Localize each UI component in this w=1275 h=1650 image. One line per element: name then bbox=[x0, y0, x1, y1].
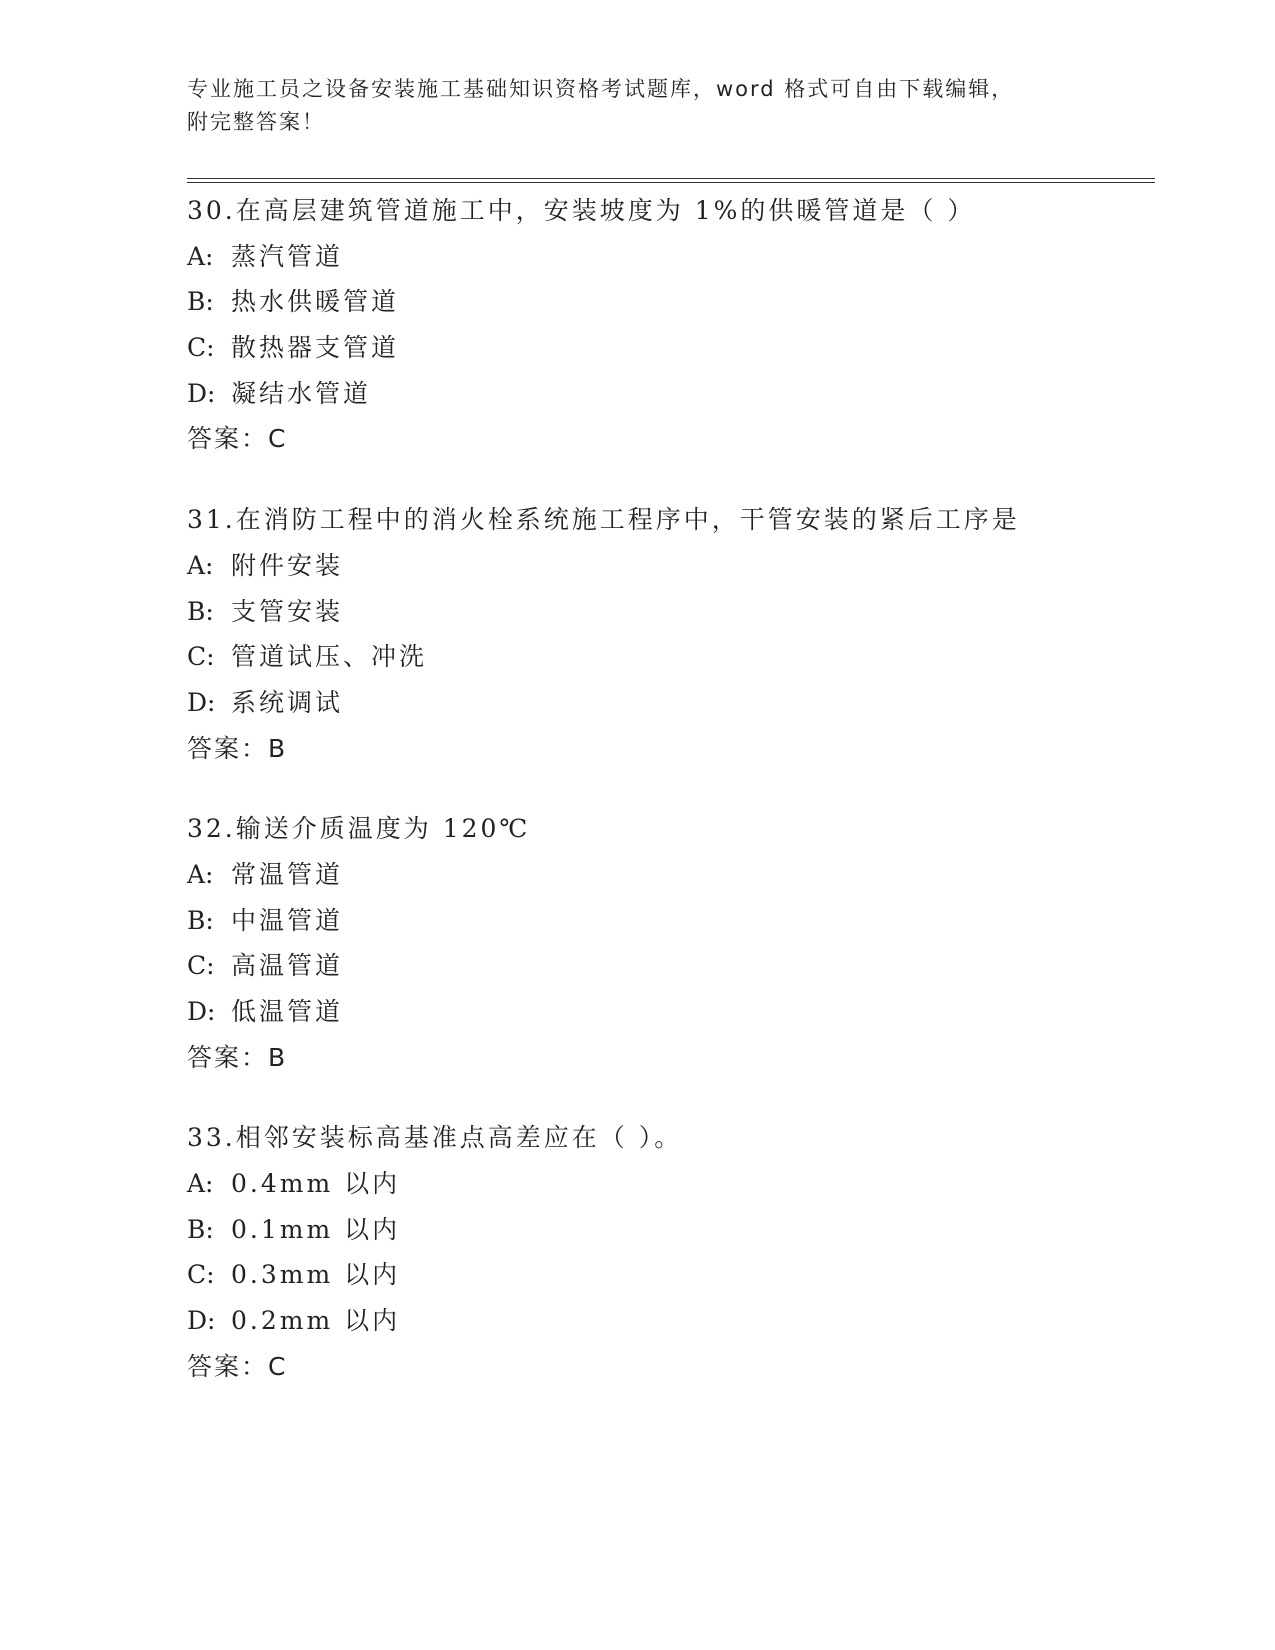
header-line-1: 专业施工员之设备安装施工基础知识资格考试题库，word 格式可自由下载编辑， bbox=[187, 77, 1015, 101]
answer-value: C bbox=[268, 1351, 288, 1381]
option-key: D: bbox=[187, 997, 216, 1026]
option-text: 0.1mm 以内 bbox=[231, 1214, 401, 1244]
question-stem: 33.相邻安装标高基准点高差应在（ ）。 bbox=[187, 1123, 683, 1153]
option-c bbox=[187, 634, 1155, 680]
option-text: 0.2mm 以内 bbox=[231, 1306, 401, 1336]
option-text: 低温管道 bbox=[231, 997, 344, 1026]
answer-line bbox=[187, 1035, 1155, 1081]
answer-line bbox=[187, 1344, 1155, 1390]
answer-label: 答案： bbox=[187, 733, 269, 763]
header-line-2: 附完整答案！ bbox=[187, 110, 325, 134]
header-divider-top bbox=[187, 178, 1155, 179]
answer-line bbox=[187, 726, 1155, 772]
answer-value: C bbox=[268, 424, 288, 454]
option-d bbox=[187, 1298, 1155, 1344]
answer-label: 答案： bbox=[187, 424, 269, 454]
question-stem: 32.输送介质温度为 120℃ bbox=[187, 814, 531, 844]
option-text: 高温管道 bbox=[231, 951, 344, 981]
answer-label: 答案： bbox=[187, 1351, 269, 1381]
option-d bbox=[187, 371, 1155, 417]
option-b bbox=[187, 898, 1155, 944]
option-text: 中温管道 bbox=[231, 905, 344, 935]
option-key: A: bbox=[187, 241, 214, 271]
option-d bbox=[187, 989, 1155, 1035]
option-text: 常温管道 bbox=[231, 859, 344, 889]
header-divider-bottom bbox=[187, 182, 1155, 183]
question-32 bbox=[187, 806, 1155, 1080]
option-key: A: bbox=[187, 550, 214, 580]
option-key: B: bbox=[187, 905, 214, 935]
question-31 bbox=[187, 497, 1155, 771]
option-key: B: bbox=[187, 287, 214, 317]
option-text: 管道试压、冲洗 bbox=[231, 642, 428, 672]
option-d bbox=[187, 680, 1155, 726]
option-text: 热水供暖管道 bbox=[231, 287, 400, 317]
option-key: A: bbox=[187, 1169, 214, 1199]
option-key: B: bbox=[187, 596, 214, 626]
option-key: C: bbox=[187, 333, 215, 363]
option-key: D: bbox=[187, 687, 216, 717]
answer-label: 答案： bbox=[187, 1042, 269, 1072]
option-key: A: bbox=[187, 859, 214, 889]
document-header bbox=[187, 73, 1087, 139]
option-b bbox=[187, 1207, 1155, 1253]
option-key: B: bbox=[187, 1214, 214, 1244]
option-text: 附件安装 bbox=[231, 550, 344, 580]
option-c bbox=[187, 325, 1155, 371]
answer-value: B bbox=[268, 1042, 288, 1072]
question-33 bbox=[187, 1115, 1155, 1389]
answer-line bbox=[187, 416, 1155, 462]
option-text: 蒸汽管道 bbox=[231, 241, 344, 271]
option-a bbox=[187, 1161, 1155, 1207]
option-c bbox=[187, 943, 1155, 989]
option-b bbox=[187, 589, 1155, 635]
question-stem: 31.在消防工程中的消火栓系统施工程序中，干管安装的紧后工序是 bbox=[187, 505, 1020, 535]
option-key: D: bbox=[187, 1306, 216, 1336]
option-key: C: bbox=[187, 642, 215, 672]
option-text: 系统调试 bbox=[231, 687, 344, 717]
option-a bbox=[187, 543, 1155, 589]
option-text: 凝结水管道 bbox=[231, 378, 372, 408]
option-b bbox=[187, 279, 1155, 325]
option-c bbox=[187, 1252, 1155, 1298]
question-stem: 30.在高层建筑管道施工中，安装坡度为 1%的供暖管道是（ ） bbox=[187, 196, 976, 225]
option-text: 0.4mm 以内 bbox=[231, 1169, 401, 1199]
question-30 bbox=[187, 188, 1155, 462]
option-text: 0.3mm 以内 bbox=[231, 1260, 401, 1290]
option-key: C: bbox=[187, 951, 215, 981]
option-a bbox=[187, 852, 1155, 898]
answer-value: B bbox=[268, 733, 288, 763]
option-a bbox=[187, 234, 1155, 280]
option-key: D: bbox=[187, 378, 216, 408]
option-key: C: bbox=[187, 1260, 215, 1290]
option-text: 散热器支管道 bbox=[231, 333, 400, 363]
question-list bbox=[187, 188, 1155, 1425]
option-text: 支管安装 bbox=[231, 596, 344, 626]
